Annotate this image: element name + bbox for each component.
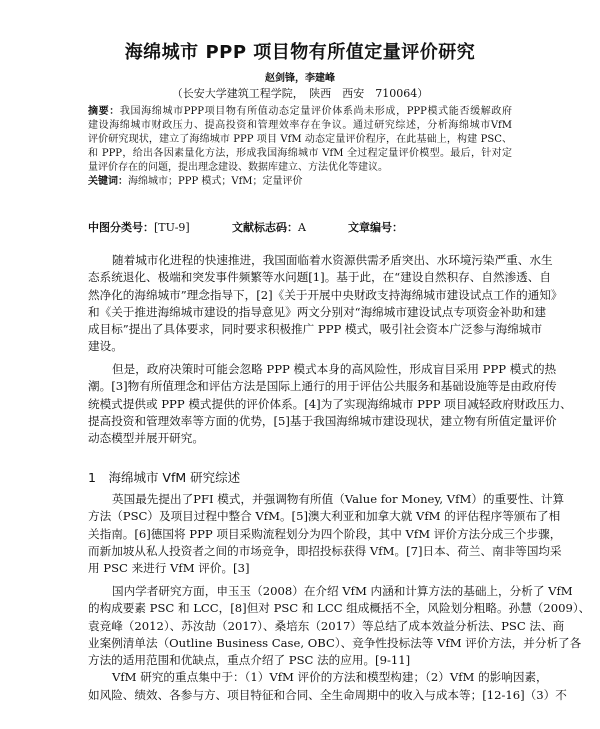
text-line: 成目标”提出了具体要求，同时要求积极推广 PPP 模式，吸引社会资本广泛参与海绵城市 [88, 322, 543, 337]
text-line: 态系统退化、极端和突发事件频繁等水问题[1]。基于此，在“建设自然积存、自然渗透、自 [88, 270, 551, 285]
text-line: 潮。[3]物有所值理念和评估方法是国际上通行的用于评估公共服务和基础设施等是由政府传 [88, 379, 557, 394]
abstract-line: 评价研究现状，建立了海绵城市 PPP 项目 VfM 动态定量评价程序，在此基础上，构建 PSC、 [88, 134, 512, 145]
abstract-line: 量评价存在的问题，提出理念建设、数据库建立、方法优化等建议。 [88, 162, 388, 173]
article-no-label: 文章编号： [348, 221, 403, 234]
text-line: 然净化的海绵城市”理念指导下，[2]《关于开展中央财政支持海绵城市建设试点工作的通知》 [88, 287, 563, 302]
doc-code-label: 文献标志码： [232, 221, 298, 234]
text-line: 业案例清单法（Outline Business Case, OBC）、竞争性投标法等 VfM 评价方法，并分析了各 [88, 635, 582, 650]
clc-value: [TU-9] [154, 221, 190, 234]
paragraph [88, 252, 563, 356]
text-line: 袁竞峰（2012）、苏汝劼（2017）、桑培东（2017）等总结了成本效益分析法、PSC 法、商 [88, 618, 565, 633]
keywords [88, 175, 512, 189]
text-line: 如风险、绩效、各参与方、项目特征和合同、全生命周期中的收入与成本等；[12-16]（3）不 [88, 687, 567, 702]
abstract-line: 建设海绵城市财政压力、提高投资和管理效率存在争议。通过研究综述，分析海绵城市VfM [88, 120, 512, 131]
text-line: 方法（PSC）及项目过程中整合 VfM。[5]澳大利亚和加拿大就 VfM 的评估程序等颁布了相 [88, 509, 561, 524]
text-line: 随着城市化进程的快速推进，我国面临着水资源供需矛盾突出、水环境污染严重、水生 [112, 253, 553, 267]
text-line: 英国最先提出了PFI 模式，并强调物有所值（Value for Money, VfM）的重要性、计算 [112, 492, 565, 506]
paragraph [88, 583, 591, 704]
keywords-label: 关键词： [88, 176, 128, 187]
paragraph [88, 491, 565, 577]
text-line: 动态模型并展开研究。 [88, 431, 204, 446]
text-line: 用 PSC 来进行 VfM 评价。[3] [88, 561, 250, 576]
affiliation: （长安大学建筑工程学院， 陕西 西安 710064） [171, 87, 429, 100]
paragraph [88, 361, 572, 447]
keywords-text: 海绵城市；PPP 模式；VfM；定量评价 [128, 176, 303, 187]
abstract [88, 105, 512, 189]
text-line: 关指南。[6]德国将 PPP 项目采购流程划分为四个阶段，其中 VfM 评价方法分成三个步骤， [88, 526, 562, 541]
section-heading: 1 海绵城市 VfM 研究综述 [88, 470, 241, 485]
abstract-label: 摘要： [88, 106, 120, 117]
text-line: 和《关于推进海绵城市建设的指导意见》两文分别对“海绵城市建设试点专项资金补助和建 [88, 304, 547, 319]
text-line: 但是，政府决策时可能会忽略 PPP 模式本身的高风险性，形成盲目采用 PPP 模式的热 [112, 362, 557, 376]
text-line: 的构成要素 PSC 和 LCC，[8]但对 PSC 和 LCC 组成概括不全，风险划分粗略。孙慧（2009）、 [88, 601, 591, 616]
text-line: 国内学者研究方面，申玉玉（2008）在介绍 VfM 内涵和计算方法的基础上，分析了 VfM [112, 584, 573, 598]
abstract-text: 我国海绵城市PPP项目物有所值动态定量评价体系尚未形成，PPP模式能否缓解政府 [119, 106, 513, 117]
text-line: 而新加坡从私人投资者之间的市场竞争，即招投标获得 VfM。[7]日本、荷兰、南非等国均采 [88, 543, 562, 558]
text-line: 提高投资和管理效率等方面的优势，[5]基于我国海绵城市建设现状，建立物有所值定量评价 [88, 413, 557, 428]
article-meta [88, 221, 403, 235]
text-line: 统模式提供或 PPP 模式提供的评价体系。[4]为了实现海绵城市 PPP 项目减轻政府财政压力、 [88, 396, 572, 411]
abstract-line [88, 105, 512, 119]
abstract-line: 和 PPP，给出各因素量化方法，形成我国海绵城市 VfM 全过程定量评价模型。最后，针对定 [88, 148, 512, 159]
text-line: VfM 研究的重点集中于：（1）VfM 评价的方法和模型构建；（2）VfM 的影响因素， [112, 670, 548, 685]
paper-title: 海绵城市 PPP 项目物有所值定量评价研究 [124, 42, 476, 63]
text-line: 方法的适用范围和优缺点，重点介绍了 PSC 法的应用。[9-11] [88, 653, 411, 668]
clc-label: 中图分类号： [88, 221, 154, 234]
authors: 赵剑锋，李建峰 [265, 73, 335, 84]
doc-code-value: A [298, 221, 306, 234]
text-line: 建设。 [88, 339, 123, 354]
